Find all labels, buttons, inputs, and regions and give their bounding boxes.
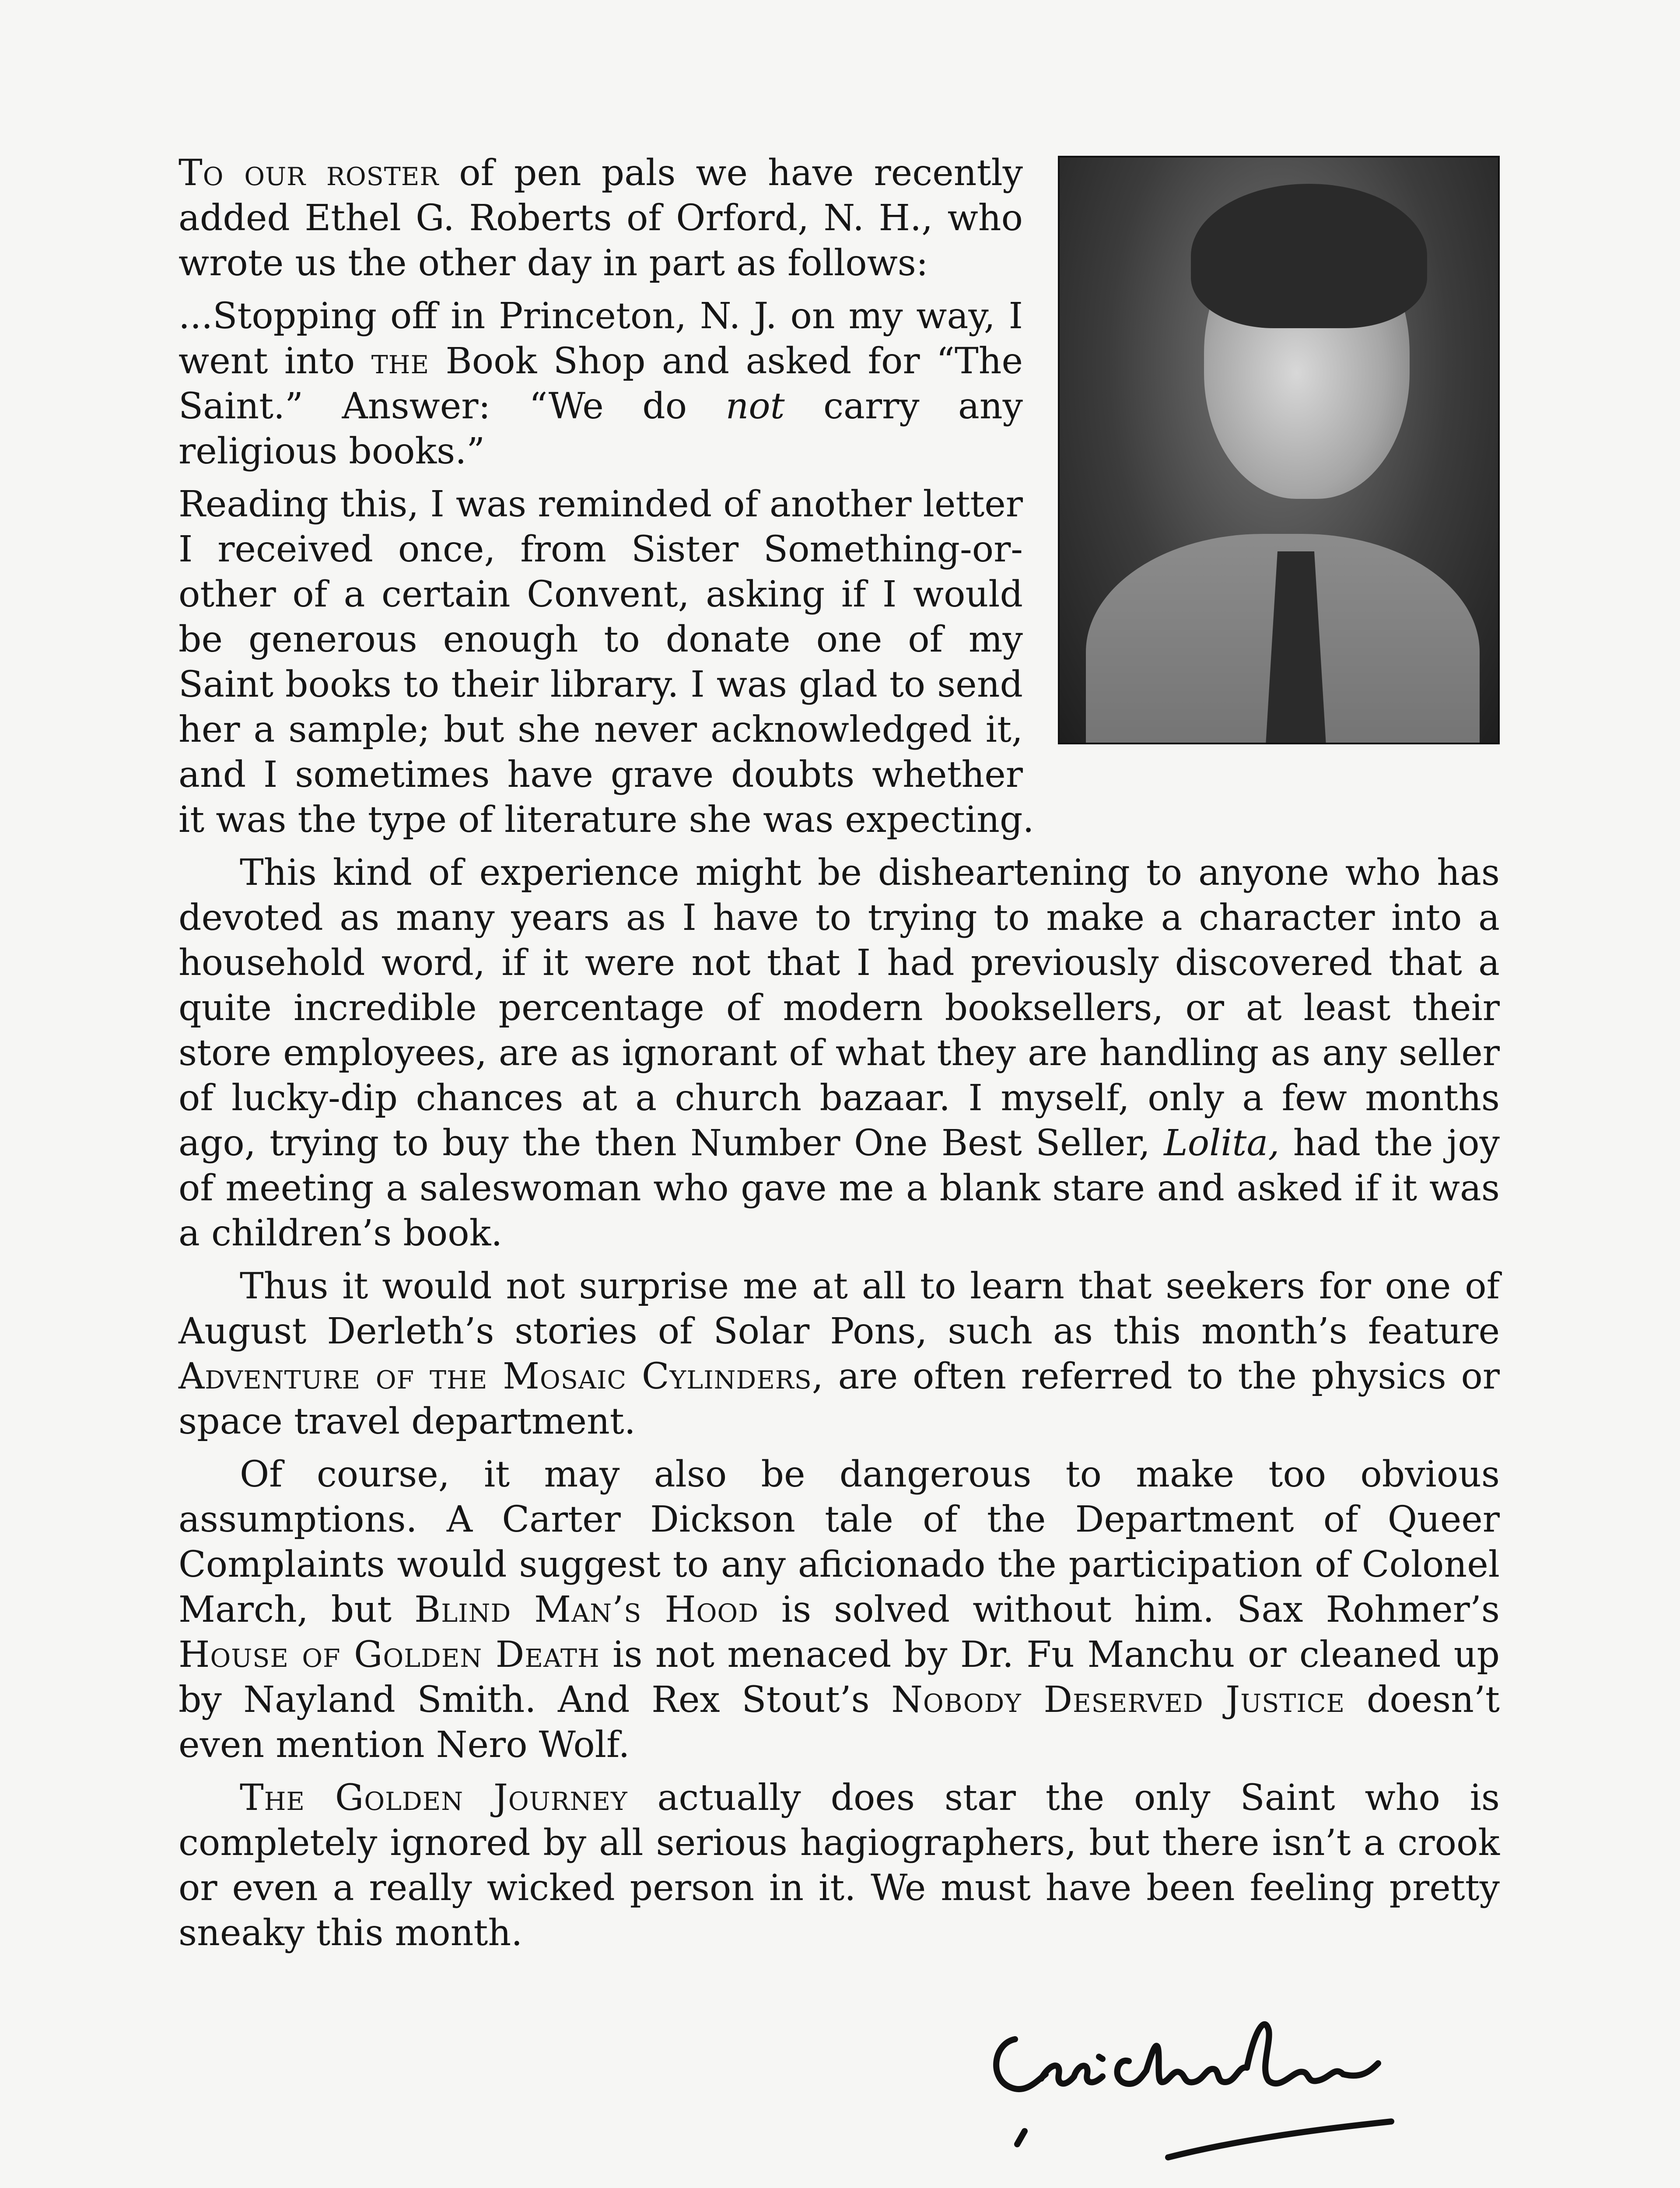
solar-pons-part-1: Thus it would not surprise me at all to learn that seekers for one of August Derleth’s stories of Solar Pons, such as this month’s feature [178, 1266, 1500, 1352]
quote-not: not [725, 386, 785, 427]
editorial-text [178, 151, 1500, 1956]
paragraph-solar-pons [178, 1264, 1500, 1444]
paragraph-convent: Reading this, I was reminded of another letter I received once, from Sister Something-or-other of a certain Convent, asking if I would be generous enough to donate one of my Saint books to their library. I was glad to send her a sample; but she never acknowledged it, and I sometimes have grave doubts whether it was the type of literature she was expecting. [178, 484, 1034, 841]
assumptions-part-1: Of course, it may also be dangerous to make too obvious assumptions. A Carter Dickson tale of the Department of Queer Complaints would suggest to any aficionado the participation of Colonel March, but [178, 1454, 1500, 1630]
paragraph-golden-journey [178, 1775, 1500, 1956]
quote-part-3: carry any religious books.” [178, 386, 1023, 472]
mosaic-cylinders-title: Adventure of the Mosaic Cylinders [178, 1356, 812, 1397]
author-portrait-photo [1058, 156, 1500, 744]
solar-pons-part-2: , are often referred to the physics or space travel department. [178, 1356, 1500, 1442]
intro-text: of pen pals we have recently added Ethel G. Roberts of Orford, N. H., who wrote us the other day in part as follows: [178, 152, 1023, 284]
paragraph-assumptions [178, 1452, 1500, 1767]
assumptions-part-2: is solved without him. Sax Rohmer’s [758, 1589, 1500, 1630]
blind-mans-hood-title: Blind Man’s Hood [414, 1589, 759, 1630]
intro-lead: To our roster [178, 152, 439, 194]
portrait-hair [1191, 184, 1427, 328]
handwritten-signature [984, 1969, 1413, 2188]
nobody-deserved-justice-title: Nobody Deserved Justice [891, 1679, 1345, 1721]
lolita-title: Lolita, [1164, 1122, 1280, 1164]
assumptions-part-4: doesn’t even mention Nero Wolf. [178, 1679, 1500, 1766]
golden-journey-text: actually does star the only Saint who is completely ignored by all serious hagiographers, but there isn’t a crook or even a really wicked person in it. We must have been feeling pretty sneaky this month. [178, 1777, 1500, 1954]
quote-part-2: Book Shop and asked for “The Saint.” Answer: “We do [178, 340, 1023, 427]
paragraph-booksellers [178, 850, 1500, 1256]
assumptions-part-3: is not menaced by Dr. Fu Manchu or cleaned up by Nayland Smith. And Rex Stout’s [178, 1634, 1500, 1721]
house-of-golden-death-title: House of Golden Death [178, 1634, 600, 1676]
quote-part-1: ...Stopping off in Princeton, N. J. on my way, I went into [178, 295, 1023, 382]
quote-the: the [371, 340, 430, 382]
booksellers-part-1: This kind of experience might be disheartening to anyone who has devoted as many years as I have to trying to make a character into a household word, if it were not that I had previously discovered that a quite incredible percentage of modern booksellers, or at least their store employees, are as ignorant of what they are handling as any seller of lucky-dip chances at a church bazaar. I myself, only a few months ago, trying to buy the then Number One Best Seller, [178, 852, 1500, 1164]
booksellers-part-2: had the joy of meeting a saleswoman who gave me a blank stare and asked if it was a children’s book. [178, 1122, 1500, 1254]
golden-journey-title: The Golden Journey [240, 1777, 628, 1819]
